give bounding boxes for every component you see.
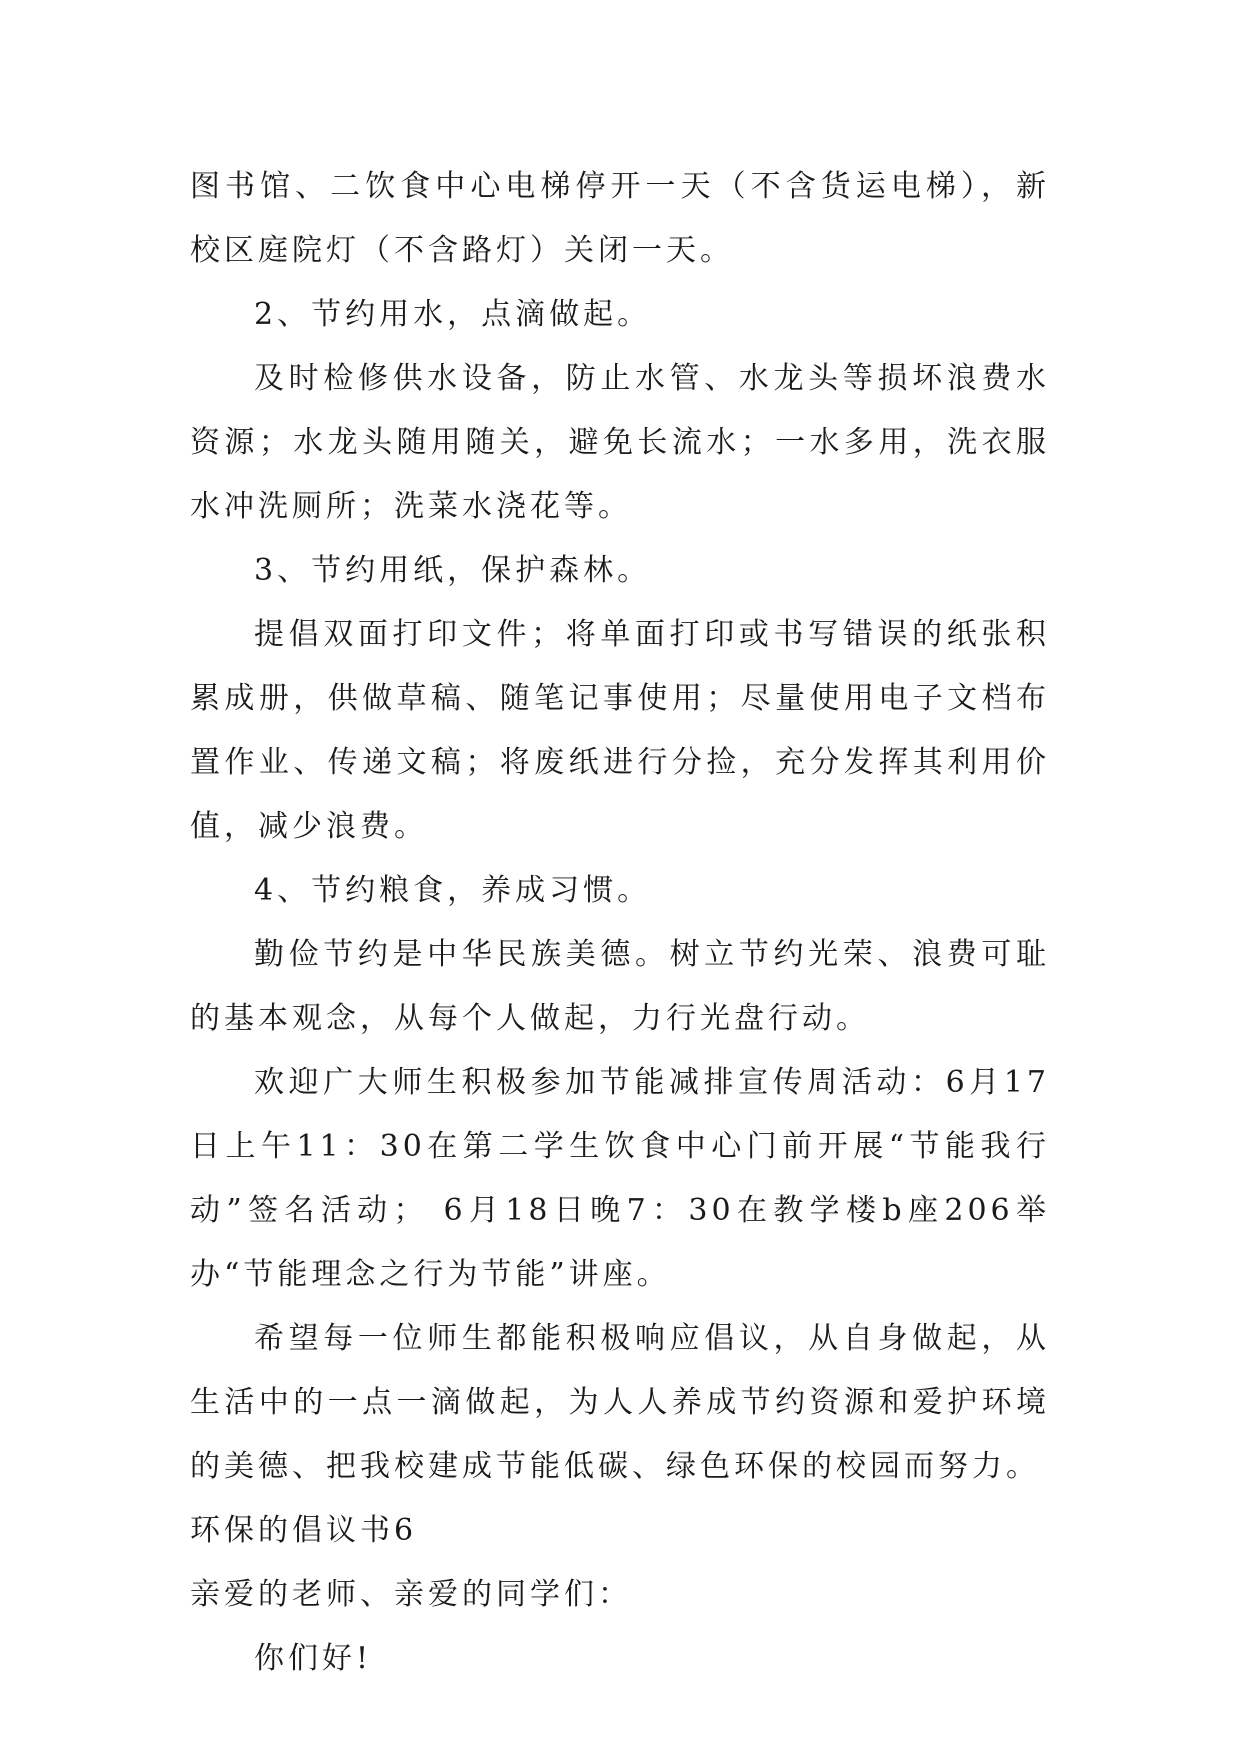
heading-save-paper: 3、节约用纸，保护森林。: [254, 553, 652, 588]
paragraph-save-paper: 提倡双面打印文件；将单面打印或书写错误的纸张积累成册，供做草稿、随笔记事使用；尽量使用电子文档布置作业、传递文稿；将废纸进行分捡，充分发挥其利用价值，减少浪费。: [190, 617, 1050, 844]
paragraph-save-food: 勤俭节约是中华民族美德。树立节约光荣、浪费可耻的基本观念，从每个人做起，力行光盘行动。: [190, 937, 1050, 1036]
paragraph-save-water: 及时检修供水设备，防止水管、水龙头等损坏浪费水资源；水龙头随用随关，避免长流水；一水多用，洗衣服水冲洗厕所；洗菜水浇花等。: [190, 361, 1050, 524]
document-body: [190, 155, 1050, 1691]
paragraph-closing: 希望每一位师生都能积极响应倡议，从自身做起，从生活中的一点一滴做起，为人人养成节约资源和爱护环境的美德、把我校建成节能低碳、绿色环保的校园而努力。: [190, 1321, 1050, 1484]
paragraph-activities: 欢迎广大师生积极参加节能减排宣传周活动：6月17日上午11：30在第二学生饮食中心门前开展“节能我行动”签名活动； 6月18日晚7：30在教学楼b座206举办“节能理念之行为节能”讲座。: [190, 1065, 1050, 1292]
greeting: 你们好!: [254, 1641, 373, 1676]
heading-save-food: 4、节约粮食，养成习惯。: [254, 873, 652, 908]
paragraph-lighting-continued: 图书馆、二饮食中心电梯停开一天（不含货运电梯），新校区庭院灯（不含路灯）关闭一天。: [190, 169, 1050, 268]
heading-save-water: 2、节约用水，点滴做起。: [254, 297, 652, 332]
section-title: 环保的倡议书6: [190, 1513, 418, 1548]
salutation: 亲爱的老师、亲爱的同学们：: [190, 1577, 632, 1612]
